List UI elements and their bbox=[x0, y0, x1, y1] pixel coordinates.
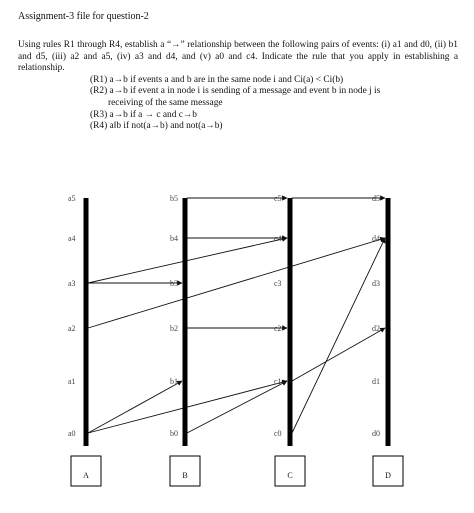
event-label-a4: a4 bbox=[68, 234, 76, 243]
event-label-a2: a2 bbox=[68, 324, 76, 333]
event-label-d0: d0 bbox=[372, 429, 380, 438]
rule-r2: (R2) a→b if event a in node i is sending of a message and event b in node j is bbox=[90, 86, 381, 97]
event-label-d5: d5 bbox=[372, 194, 380, 203]
event-label-a3: a3 bbox=[68, 279, 76, 288]
event-label-b4: b4 bbox=[170, 234, 178, 243]
event-label-c4: c4 bbox=[274, 234, 282, 243]
rule-r3: (R3) a→b if a → c and c→b bbox=[90, 109, 197, 120]
event-label-c3: c3 bbox=[274, 279, 282, 288]
event-label-c0: c0 bbox=[274, 429, 282, 438]
event-label-a0: a0 bbox=[68, 429, 76, 438]
event-label-a5: a5 bbox=[68, 194, 76, 203]
event-label-b1: b1 bbox=[170, 377, 178, 386]
event-label-d4: d4 bbox=[372, 234, 380, 243]
node-label-b: B bbox=[182, 471, 188, 480]
rule-r4: (R4) a‖b if not(a→b) and not(a→b) bbox=[90, 121, 223, 132]
event-label-b0: b0 bbox=[170, 429, 178, 438]
event-label-a1: a1 bbox=[68, 377, 76, 386]
rule-r2-continuation: receiving of the same message bbox=[108, 97, 223, 108]
rule-r1: (R1) a→b if events a and b are in the same node i and Ci(a) < Ci(b) bbox=[90, 74, 344, 85]
event-label-d3: d3 bbox=[372, 279, 380, 288]
event-label-c1: c1 bbox=[274, 377, 282, 386]
event-label-b2: b2 bbox=[170, 324, 178, 333]
question-intro: Using rules R1 through R4, establish a “→” relationship between the following pairs of events: (i) a1 and d0, (ii) b1 and d5, (iii) a2 and a5, (iv) a3 and d4, and (v) a0 and c4. Indicate the rule that you apply in establishing a relationship. bbox=[18, 40, 458, 74]
message-arrow-a0-to-b1 bbox=[88, 381, 182, 433]
event-label-b5: b5 bbox=[170, 194, 178, 203]
node-label-a: A bbox=[83, 471, 89, 480]
message-arrow-b0-to-c1 bbox=[187, 381, 287, 433]
node-label-c: C bbox=[287, 471, 293, 480]
event-label-c5: c5 bbox=[274, 194, 282, 203]
document-title: Assignment-3 file for question-2 bbox=[18, 11, 149, 22]
event-label-c2: c2 bbox=[274, 324, 282, 333]
event-label-d1: d1 bbox=[372, 377, 380, 386]
event-label-b3: b3 bbox=[170, 279, 178, 288]
event-label-d2: d2 bbox=[372, 324, 380, 333]
node-label-d: D bbox=[385, 471, 391, 480]
